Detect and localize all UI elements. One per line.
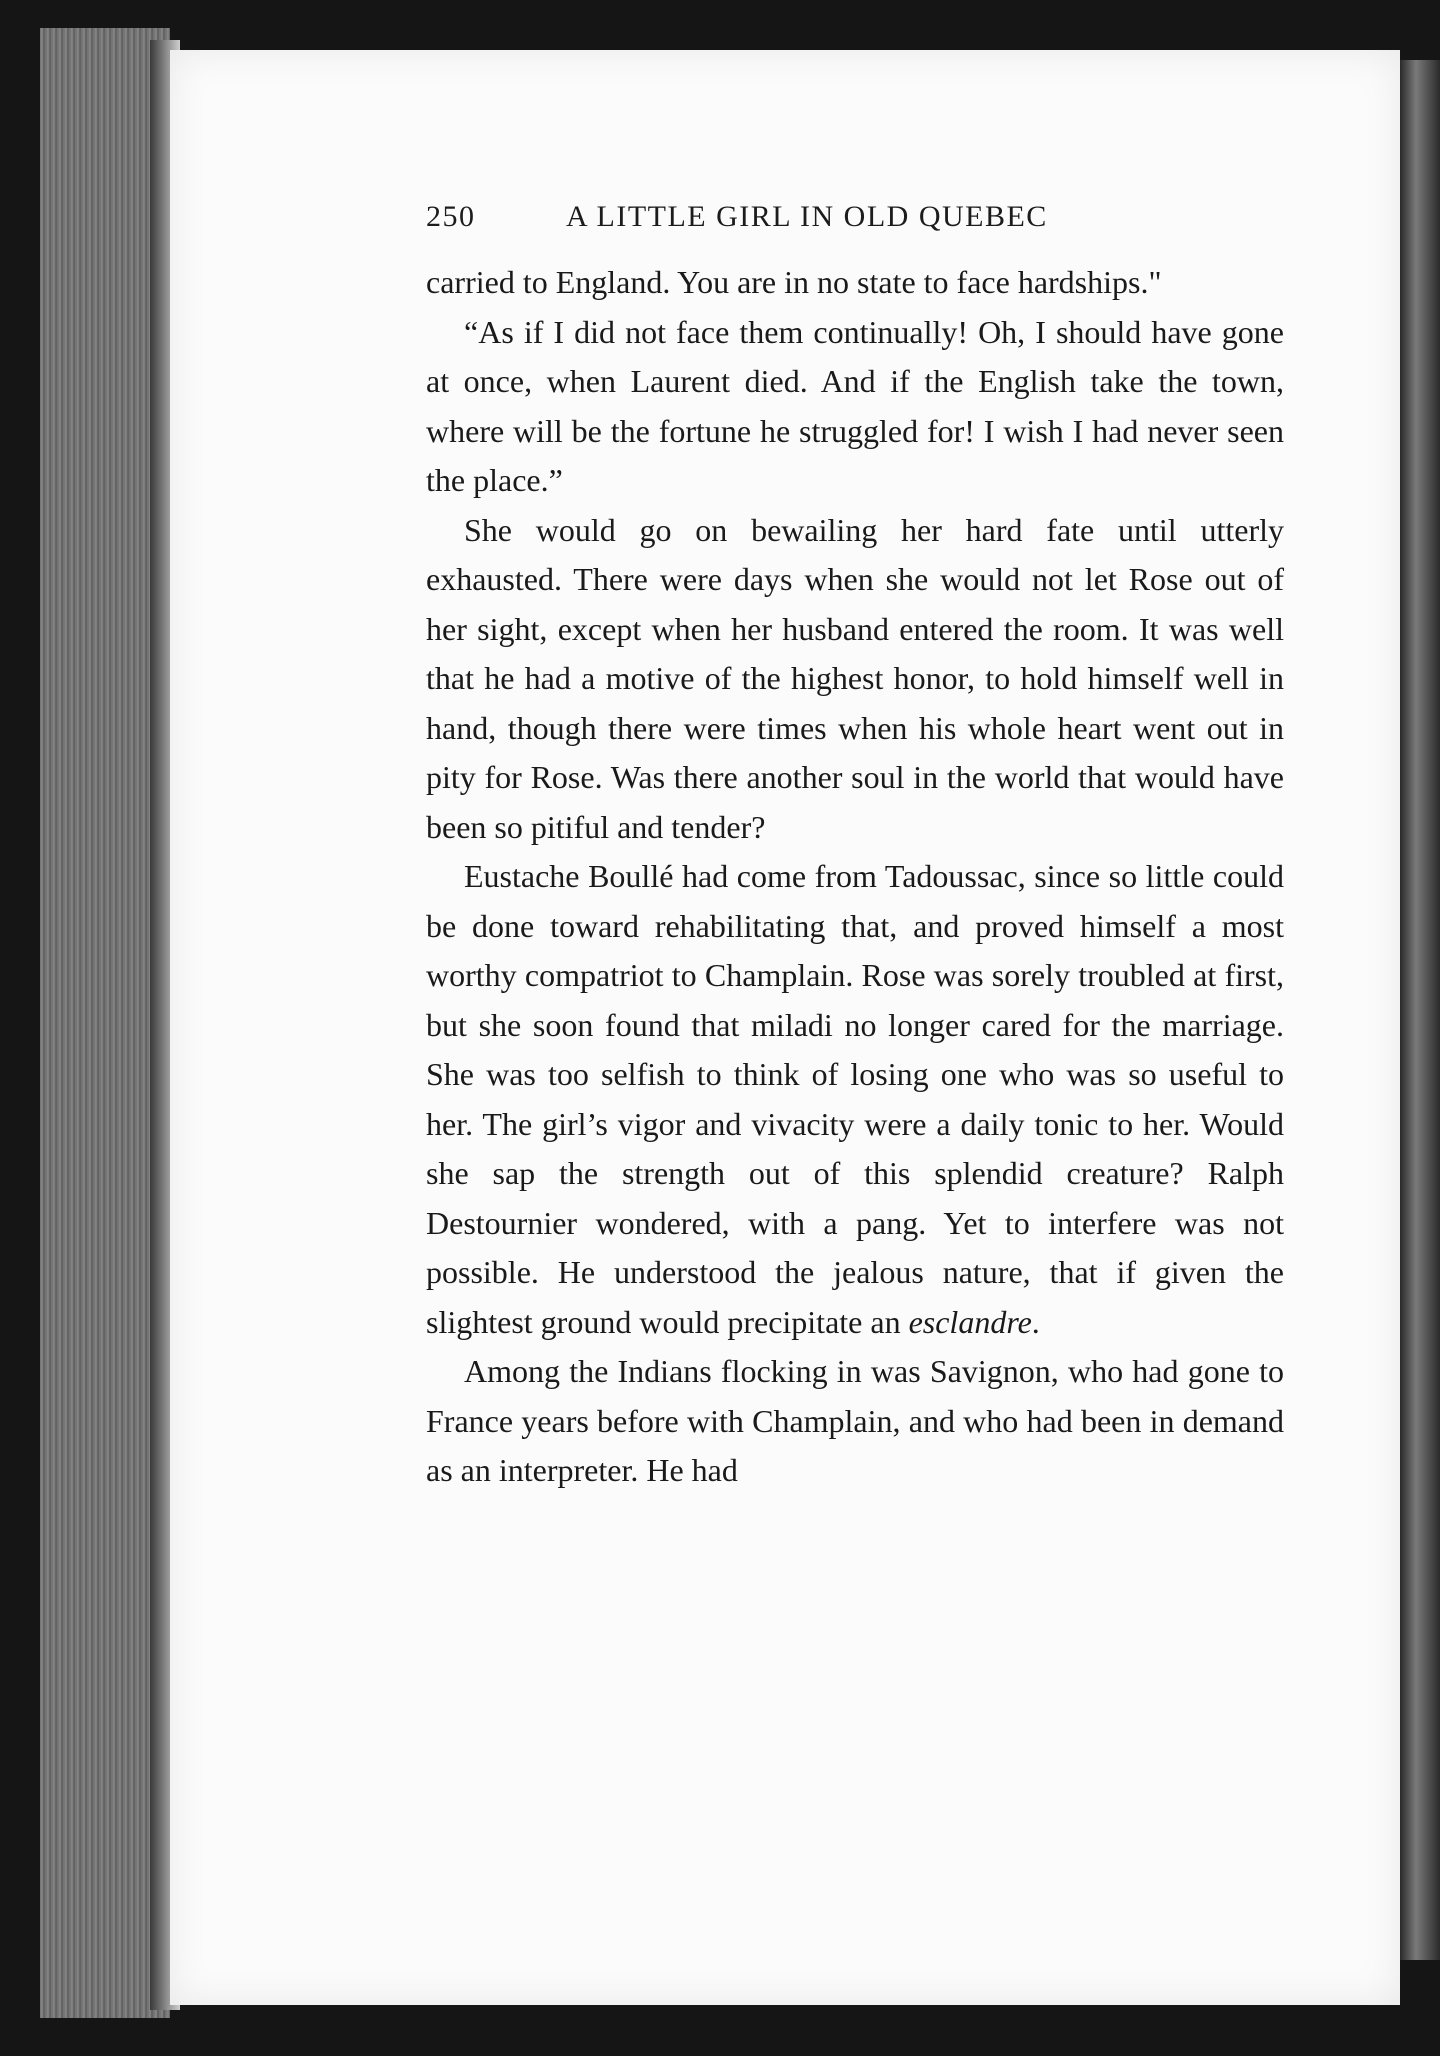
paragraph-text: carried to England. You are in no state to face hardships." [426,264,1162,300]
paragraph-5 [426,1347,1284,1496]
page-number: 250 [426,200,476,233]
paragraph-2 [426,308,1284,506]
next-page-edge [1400,60,1440,1960]
text-body [426,258,1284,1496]
paragraph-3 [426,506,1284,853]
running-head [426,200,1284,234]
paragraph-text: Among the Indians flocking in was Savignon, who had gone to France years before with Champlain, and who had been in demand as an interpreter. He had [426,1353,1284,1488]
paragraph-1 [426,258,1284,308]
italic-word: esclandre [908,1303,1032,1340]
paragraph-4 [426,852,1284,1347]
book-page [170,50,1400,2005]
paragraph-text: She would go on bewailing her hard fate until utterly exhausted. There were days when she would not let Rose out of her sight, except when her husband entered the room. It was well that he had a motive of the highest honor, to hold himself well in hand, though there were times when his whole heart went out in pity for Rose. Was there another soul in the world that would have been so pitiful and tender? [426,511,1284,845]
paragraph-tail: . [1031,1303,1040,1340]
paragraph-text: Eustache Boullé had come from Tadoussac, since so little could be done toward rehabilitating that, and proved himself a most worthy compatriot to Champlain. Rose was sorely troubled at first, but she soon found that miladi no longer cared for the marriage. She was too selfish to think of losing one who was so useful to her. The girl’s vigor and vivacity were a daily tonic to her. Would she sap the strength out of this splendid creature? Ralph Destournier wondered, with a pang. Yet to interfere was not possible. He understood the jealous nature, that if given the slightest ground would precipitate an [426,858,1284,1340]
book-title: A LITTLE GIRL IN OLD QUEBEC [566,200,1048,233]
paragraph-text: “As if I did not face them continually! Oh, I should have gone at once, when Laurent died. And if the English take the town, where will be the fortune he struggled for! I wish I had never seen the place.” [426,313,1284,498]
page-content [426,200,1284,1496]
